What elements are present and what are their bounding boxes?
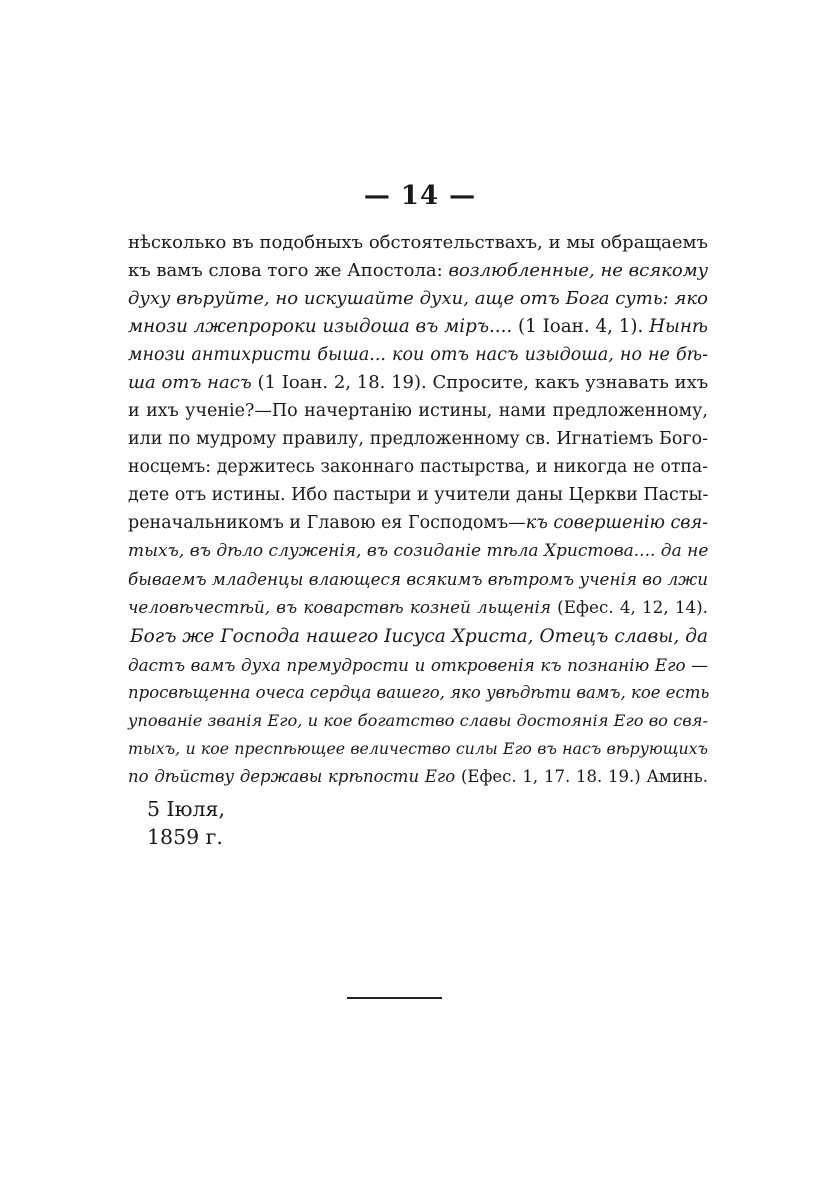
date-day: 5 Іюля, (147, 797, 225, 821)
text-line: реначальникомъ и Главою ея Господомъ—къ совершенію свя- (128, 513, 708, 533)
text-line: упованіе званія Его, и кое богатство славы достоянія Его во свя- (128, 711, 708, 730)
text-line: мнози лжепророки изыдоша въ міръ.... (1 Іоан. 4, 1). Нынѣ (128, 316, 708, 337)
text-line: дете отъ истины. Ибо пастыри и учители даны Церкви Пасты- (128, 485, 709, 505)
text-line: Богъ же Господа нашего Іисуса Христа, Отецъ славы, да (130, 626, 708, 647)
text-line: бываемъ младенцы влающеся всякимъ вѣтромъ ученія во лжи (128, 569, 708, 589)
page-number: — 14 — (363, 181, 477, 211)
text-line: духу вѣруйте, но искушайте духи, аще отъ Бога суть: яко (128, 288, 708, 309)
text-line: тыхъ, и кое преспѣющее величество силы Его въ насъ вѣрующихъ (128, 739, 708, 758)
closing-rule (347, 997, 442, 999)
text-line: дастъ вамъ духа премудрости и откровенія къ познанію Его — (128, 655, 708, 675)
text-line: нѣсколько въ подобныхъ обстоятельствахъ, и мы обращаемъ (128, 232, 708, 253)
text-line: просвѣщенна очеса сердца вашего, яко увѣдѣти вамъ, кое есть (128, 683, 710, 702)
date-year: 1859 г. (147, 825, 223, 849)
text-line: по дѣйству державы крѣпости Его (Ефес. 1, 17. 18. 19.) Аминь. (128, 767, 709, 786)
text-line: или по мудрому правилу, предложенному св. Игнатіемъ Бого- (128, 429, 708, 449)
text-line: мнози антихристи быша... кои отъ насъ изыдоша, но не бѣ- (128, 345, 708, 365)
text-line: ша отъ насъ (1 Іоан. 2, 18. 19). Спросите, какъ узнавать ихъ (128, 372, 709, 393)
text-line: и ихъ ученіе?—По начертанію истины, нами предложенному, (128, 401, 708, 421)
text-line: носцемъ: держитесь законнаго пастырства, и никогда не отпа- (128, 457, 708, 477)
text-line: къ вамъ слова того же Апостола: возлюбленные, не всякому (128, 260, 709, 281)
text-line: человѣчестѣй, въ коварствѣ козней льщенія (Ефес. 4, 12, 14). (128, 597, 708, 617)
text-line: тыхъ, въ дѣло служенія, въ созиданіе тѣла Христова.... да не (128, 541, 709, 561)
